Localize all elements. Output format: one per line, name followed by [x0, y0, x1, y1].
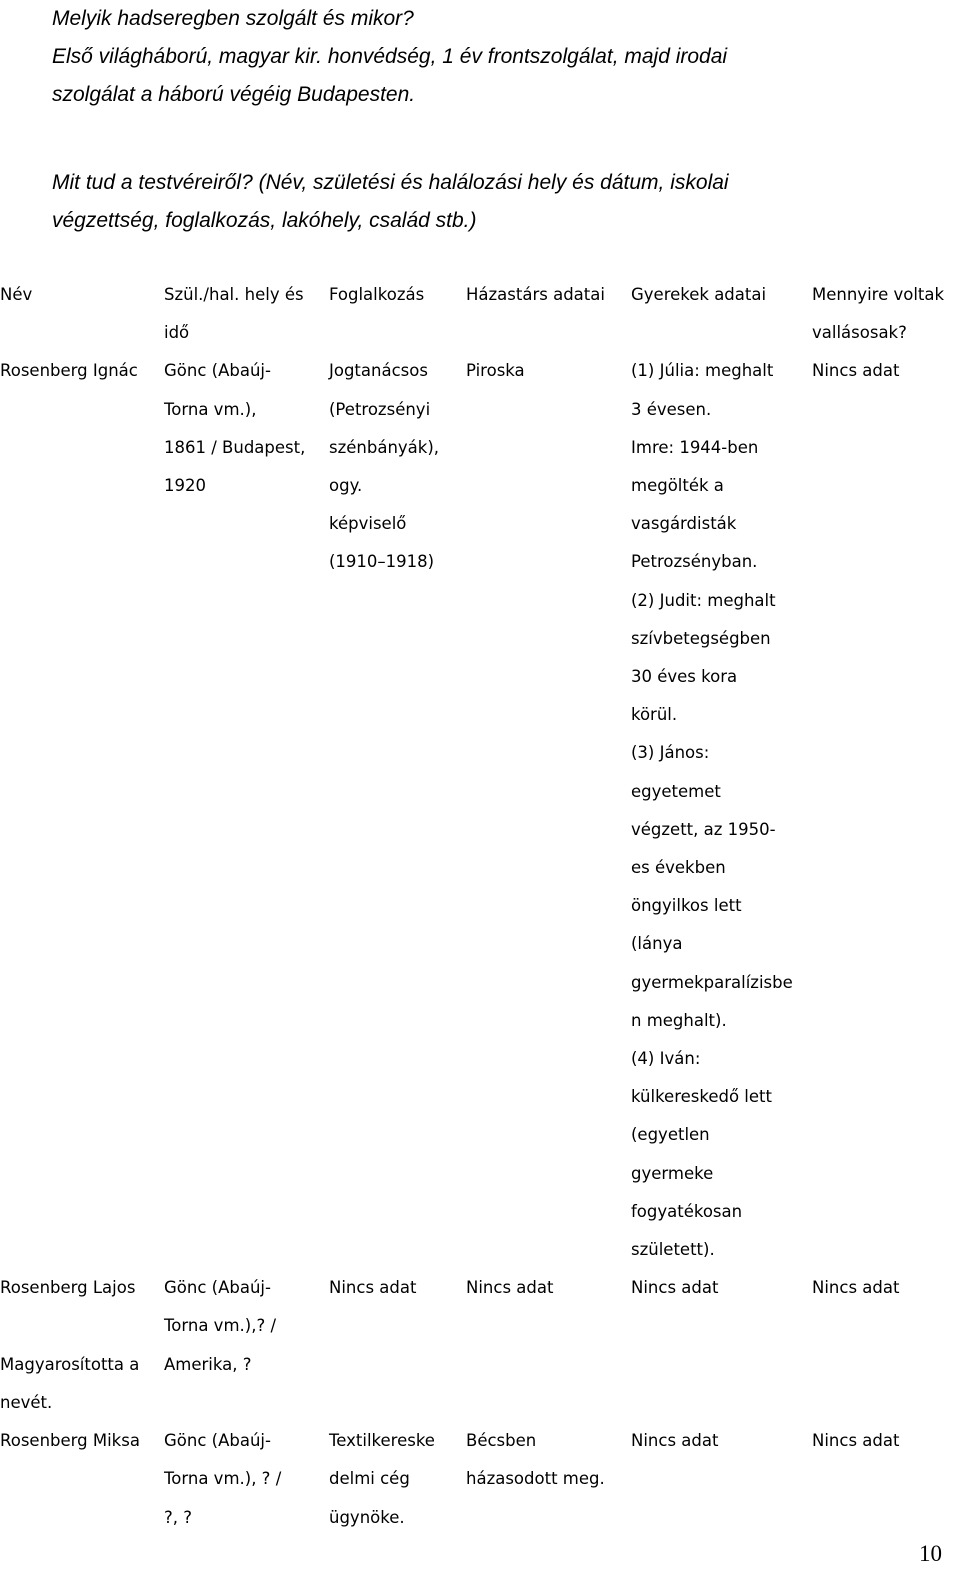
cell-line: Gönc (Abaúj-: [164, 1431, 271, 1451]
cell-line: ügynöke.: [329, 1507, 405, 1527]
cell-line: vallásosak?: [812, 323, 907, 343]
cell-spouse: [466, 352, 631, 390]
table-row: [0, 1422, 960, 1537]
cell-name: [0, 352, 164, 390]
cell-line: Piroska: [466, 361, 525, 381]
cell-occupation: [329, 352, 466, 581]
cell-spouse: [466, 1269, 631, 1307]
cell-religiosity: [812, 276, 960, 352]
cell-line: Nincs adat: [812, 1431, 900, 1451]
cell-name: [0, 1269, 164, 1422]
cell-spouse: [466, 276, 631, 314]
question-military-service: Melyik hadseregben szolgált és mikor?: [52, 7, 414, 30]
cell-line: Torna vm.),: [164, 399, 257, 419]
cell-line: Rosenberg Lajos: [0, 1278, 136, 1298]
cell-line: gyermeke: [631, 1163, 714, 1183]
cell-line: ?, ?: [164, 1507, 193, 1527]
cell-line: (2) Judit: meghalt: [631, 590, 776, 610]
cell-line: idő: [164, 323, 190, 343]
cell-religiosity: [812, 1422, 960, 1460]
question-siblings-line-2: végzettség, foglalkozás, lakóhely, család stb.): [52, 209, 477, 232]
cell-children: [631, 1422, 812, 1460]
cell-line: ogy.: [329, 476, 363, 496]
question-siblings-line-1: Mit tud a testvéreiről? (Név, születési és halálozási hely és dátum, iskolai: [52, 171, 729, 194]
cell-line: 3 évesen.: [631, 399, 712, 419]
cell-line: megölték a: [631, 476, 724, 496]
cell-line: nevét.: [0, 1392, 53, 1412]
cell-line: Nincs adat: [812, 361, 900, 381]
cell-line: Nincs adat: [812, 1278, 900, 1298]
cell-occupation: [329, 276, 466, 314]
cell-line: delmi cég: [329, 1469, 410, 1489]
cell-line: 1920: [164, 476, 206, 496]
cell-line: vasgárdisták: [631, 514, 737, 534]
cell-line: (3) János:: [631, 743, 710, 763]
cell-line: Név: [0, 285, 33, 304]
cell-line: (lánya: [631, 934, 683, 954]
cell-line: Nincs adat: [631, 1431, 719, 1451]
cell-line: Bécsben: [466, 1431, 537, 1451]
cell-birth-death: [164, 1422, 329, 1537]
cell-religiosity: [812, 352, 960, 390]
cell-line: Nincs adat: [466, 1278, 554, 1298]
paragraph-gap: [52, 114, 942, 164]
cell-line: Imre: 1944-ben: [631, 437, 759, 457]
cell-line: 1861 / Budapest,: [164, 437, 306, 457]
cell-line: Petrozsényban.: [631, 552, 758, 572]
cell-line: Rosenberg Miksa: [0, 1431, 140, 1451]
cell-line: Gönc (Abaúj-: [164, 361, 271, 381]
cell-occupation: [329, 1422, 466, 1537]
cell-line: született).: [631, 1240, 715, 1260]
cell-line: es években: [631, 858, 726, 878]
page-number: 10: [919, 1541, 942, 1566]
cell-children: [631, 276, 812, 314]
siblings-table: [0, 276, 960, 1537]
cell-line: Torna vm.),? /: [164, 1316, 277, 1336]
intro-text: [52, 0, 942, 240]
cell-name: [0, 276, 164, 314]
cell-line: (1) Júlia: meghalt: [631, 361, 774, 381]
cell-line: Torna vm.), ? /: [164, 1469, 282, 1489]
cell-line: képviselő: [329, 514, 407, 534]
cell-line: Házastárs adatai: [466, 285, 605, 304]
cell-line: öngyilkos lett: [631, 896, 742, 916]
cell-birth-death: [164, 1269, 329, 1384]
cell-line: [0, 1307, 164, 1345]
cell-line: (egyetlen: [631, 1125, 710, 1145]
cell-line: Gyerekek adatai: [631, 285, 767, 304]
cell-line: n meghalt).: [631, 1010, 727, 1030]
cell-line: Jogtanácsos: [329, 361, 428, 381]
cell-line: (Petrozsényi: [329, 399, 431, 419]
cell-line: külkereskedő lett: [631, 1087, 772, 1107]
cell-line: Textilkereske: [329, 1431, 435, 1451]
cell-line: szívbetegségben: [631, 628, 771, 648]
table-row: [0, 1269, 960, 1422]
cell-name: [0, 1422, 164, 1460]
cell-occupation: [329, 1269, 466, 1307]
cell-line: fogyatékosan: [631, 1201, 743, 1221]
answer-military-service-line-2: szolgálat a háború végéig Budapesten.: [52, 83, 416, 106]
cell-line: Mennyire voltak: [812, 285, 945, 304]
cell-line: Foglalkozás: [329, 285, 425, 304]
cell-line: (1910–1918): [329, 552, 435, 572]
cell-line: Rosenberg Ignác: [0, 361, 138, 381]
table-header-row: [0, 276, 960, 352]
cell-line: Magyarosította a: [0, 1354, 140, 1374]
table-row: [0, 352, 960, 1269]
cell-religiosity: [812, 1269, 960, 1307]
cell-line: Nincs adat: [631, 1278, 719, 1298]
cell-line: gyermekparalízisbe: [631, 972, 793, 992]
cell-line: (4) Iván:: [631, 1049, 701, 1069]
cell-line: egyetemet: [631, 781, 721, 801]
cell-line: házasodott meg.: [466, 1469, 605, 1489]
cell-line: 30 éves kora: [631, 667, 738, 687]
cell-line: szénbányák),: [329, 437, 440, 457]
cell-children: [631, 352, 812, 1269]
cell-line: Nincs adat: [329, 1278, 417, 1298]
cell-line: körül.: [631, 705, 678, 725]
cell-children: [631, 1269, 812, 1307]
cell-line: Szül./hal. hely és: [164, 285, 304, 304]
cell-birth-death: [164, 276, 329, 352]
cell-spouse: [466, 1422, 631, 1498]
cell-line: Gönc (Abaúj-: [164, 1278, 271, 1298]
cell-line: végzett, az 1950-: [631, 819, 776, 839]
cell-birth-death: [164, 352, 329, 505]
answer-military-service-line-1: Első világháború, magyar kir. honvédség, 1 év frontszolgálat, majd irodai: [52, 45, 728, 68]
cell-line: Amerika, ?: [164, 1354, 252, 1374]
